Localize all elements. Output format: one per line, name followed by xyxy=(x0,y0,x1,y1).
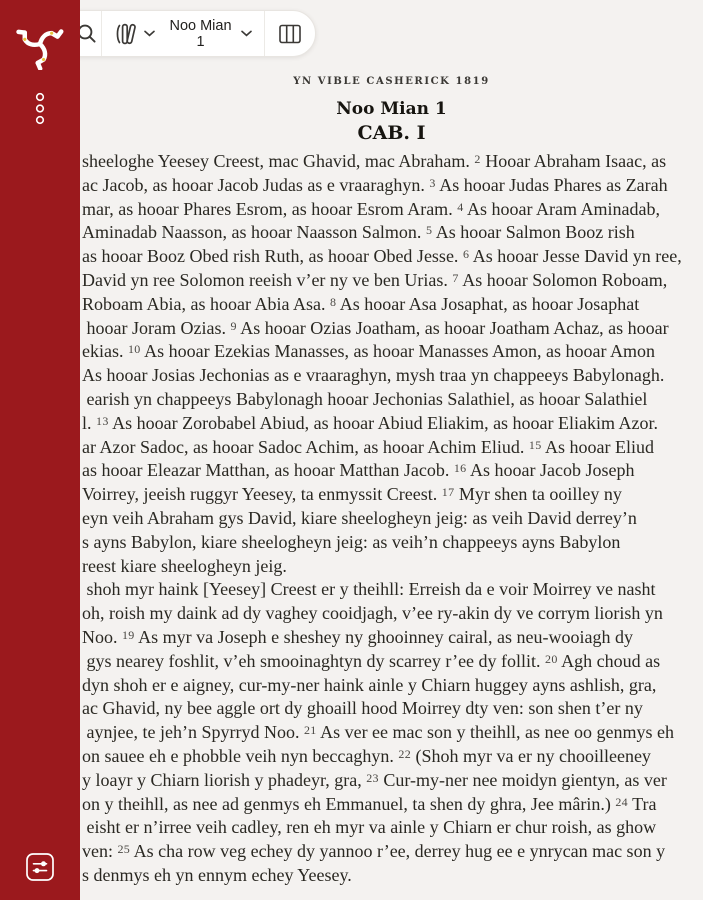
toolbar xyxy=(58,10,316,57)
home-logo-button[interactable] xyxy=(15,18,65,70)
text-line[interactable] xyxy=(82,602,701,626)
text-line[interactable] xyxy=(82,340,701,364)
text-line[interactable] xyxy=(82,721,701,745)
verse-text: l. xyxy=(82,412,97,433)
verse-text: eisht er n’irree veih cadley, ren eh myr va ainle y Chiarn er chur roish, as ghow xyxy=(82,817,657,838)
text-line[interactable] xyxy=(82,388,701,412)
verse-text: shoh myr haink [Yeesey] Creest er y theihll: Erreish da e voir Moirrey ve nasht xyxy=(82,579,656,600)
verse-text: s ayns Babylon, kiare sheelogheyn jeig: as veih’n chappeeys ayns Babylon xyxy=(82,531,621,552)
text-line[interactable] xyxy=(82,769,701,793)
verse-number: 3 xyxy=(429,175,436,190)
verse-number: 6 xyxy=(462,247,470,262)
verse-text: eyn veih Abraham gys David, kiare sheelogheyn jeig: as veih David derrey’n xyxy=(82,507,637,528)
reader-settings-button[interactable] xyxy=(25,852,55,882)
text-line[interactable] xyxy=(82,459,701,483)
verse-text: on sauee eh e phobble veih nyn beccaghyn. xyxy=(82,745,399,766)
verse-number: 2 xyxy=(474,152,481,166)
verse-text: As hooar Aram Aminadab, xyxy=(463,198,660,219)
text-line[interactable] xyxy=(82,150,701,174)
verse-number: 5 xyxy=(425,223,433,238)
verse-text: (Shoh myr va er ny chooilleeney xyxy=(411,745,651,766)
columns-icon xyxy=(278,23,302,45)
version-picker-button[interactable] xyxy=(113,21,155,47)
verse-number: 17 xyxy=(441,485,455,500)
verse-number: 13 xyxy=(96,413,109,428)
verse-number: 19 xyxy=(122,627,135,642)
version-header: YN VIBLE CASHERICK 1819 xyxy=(293,76,490,87)
verse-text: dyn shoh er e aigney, cur-my-ner haink ainle y Chiarn huggey ayns ashlish, gra, xyxy=(82,674,657,695)
text-line[interactable] xyxy=(82,269,701,293)
text-line[interactable] xyxy=(82,531,701,555)
verse-number: 10 xyxy=(127,342,141,357)
verse-text: reest kiare sheelogheyn jeig. xyxy=(82,555,287,576)
verse-text: As hooar Ezekias Manasses, as hooar Manasses Amon, as hooar Amon xyxy=(140,341,655,362)
verse-text: aynjee, te jeh’n Spyrryd Noo. xyxy=(82,722,304,743)
text-line[interactable] xyxy=(82,697,701,721)
verse-text: ven: xyxy=(82,841,118,862)
verse-text: As hooar Eliud xyxy=(541,436,655,457)
verse-number: 20 xyxy=(545,651,558,666)
verse-number: 16 xyxy=(453,461,467,476)
text-line[interactable] xyxy=(82,293,701,317)
text-line[interactable] xyxy=(82,174,701,198)
verse-text: gys nearey foshlit, v’eh smooinaghtyn dy scarrey r’ee dy follit. xyxy=(82,650,546,671)
verse-text: as hooar Eleazar Matthan, as hooar Matthan Jacob. xyxy=(82,460,454,481)
verse-text: oh, roish my daink ad dy vaghey cooidjagh, v’ee ry-akin dy ve corrym liorish yn xyxy=(82,603,663,624)
library-books-icon xyxy=(113,21,139,47)
verse-text: mar, as hooar Phares Esrom, as hooar Esrom Aram. xyxy=(82,198,458,219)
verse-text: sheeloghe Yeesey Creest, mac Ghavid, mac Abraham. xyxy=(82,151,475,171)
verse-text: Agh choud as xyxy=(557,650,661,671)
verse-text: As hooar Jesse David yn ree, xyxy=(469,246,682,267)
verse-text: Myr shen ta ooilley ny xyxy=(454,484,622,505)
verse-text: Hooar Abraham Isaac, as xyxy=(480,151,667,171)
verse-text: As hooar Josias Jechonias as e vraaraghyn, mysh traa yn chappeeys Babylonagh. xyxy=(82,365,665,386)
text-line[interactable] xyxy=(82,626,701,650)
verse-text: As hooar Jacob Joseph xyxy=(466,460,635,481)
more-options-button[interactable] xyxy=(33,92,47,128)
text-line[interactable] xyxy=(82,221,701,245)
text-line[interactable] xyxy=(82,578,701,602)
chevron-down-icon xyxy=(241,30,252,37)
verse-text: earish yn chappeeys Babylonagh hooar Jechonias Salathiel, as hooar Salathiel xyxy=(82,388,648,409)
verse-text: As hooar Zorobabel Abiud, as hooar Abiud Eliakim, as hooar Eliakim Azor. xyxy=(108,412,659,433)
verse-number: 9 xyxy=(230,318,237,333)
verse-text: on y theihll, as nee ad genmys eh Emmanuel, ta shen dy ghra, Jee mârin.) xyxy=(82,793,616,814)
chapter-title: Noo Mian 1 xyxy=(336,99,447,119)
verse-text: ac Ghavid, ny bee aggle ort dy ghoaill hood Moirrey dty ven: son shen t’er ny xyxy=(82,698,643,719)
parallel-view-button[interactable] xyxy=(265,11,315,56)
text-line[interactable] xyxy=(82,245,701,269)
verse-number: 25 xyxy=(117,842,131,857)
verse-text: Tra xyxy=(627,793,657,814)
text-line[interactable] xyxy=(82,364,701,388)
verse-text: hooar Joram Ozias. xyxy=(82,317,231,338)
text-line[interactable] xyxy=(82,674,701,698)
verse-text: y loayr y Chiarn liorish y phadeyr, gra, xyxy=(82,769,367,790)
verse-number: 23 xyxy=(366,770,379,785)
verse-text: Voirrey, jeeish ruggyr Yeesey, ta enmyssit Creest. xyxy=(82,484,442,505)
chevron-down-icon xyxy=(144,30,155,37)
verse-text: s denmys eh yn ennym echey Yeesey. xyxy=(82,864,352,885)
text-line[interactable] xyxy=(82,816,701,840)
text-line[interactable] xyxy=(82,840,701,864)
verse-number: 21 xyxy=(303,723,317,738)
verse-text: As hooar Ozias Joatham, as hooar Joatham Achaz, as hooar xyxy=(236,317,669,338)
verse-text: As hooar Asa Josaphat, as hooar Josaphat xyxy=(336,293,640,314)
verse-lines xyxy=(82,150,701,895)
text-line[interactable] xyxy=(82,412,701,436)
triskelion-icon xyxy=(15,18,65,70)
verse-number: 7 xyxy=(452,270,459,285)
verse-number: 4 xyxy=(457,199,464,214)
text-line[interactable] xyxy=(82,507,701,531)
verse-text: Cur-my-ner nee moidyn gientyn, as ver xyxy=(378,769,667,790)
text-line[interactable] xyxy=(82,864,701,888)
text-line[interactable] xyxy=(82,745,701,769)
verse-text: Aminadab Naasson, as hooar Naasson Salmon. xyxy=(82,222,426,243)
verse-number: 15 xyxy=(528,437,542,452)
verse-text: As hooar Judas Phares as Zarah xyxy=(435,174,668,195)
verse-number: 24 xyxy=(615,794,628,809)
kebab-dots-icon xyxy=(33,92,47,128)
verse-text: As cha row veg echey dy yannoo r’ee, derrey hug ee e ynrycan mac son y xyxy=(130,841,666,862)
verse-text: as hooar Booz Obed rish Ruth, as hooar Obed Jesse. xyxy=(82,246,463,267)
verse-text: ac Jacob, as hooar Jacob Judas as e vraaraghyn. xyxy=(82,174,430,195)
verse-text: ar Azor Sadoc, as hooar Sadoc Achim, as hooar Achim Eliud. xyxy=(82,436,529,457)
verse-text: As myr va Joseph e sheshey ny ghooinney cairal, as neu-wooiagh dy xyxy=(134,626,634,647)
text-line[interactable] xyxy=(82,436,701,460)
sidebar xyxy=(0,0,80,900)
verse-text: Noo. xyxy=(82,626,122,647)
verse-text: As ver ee mac son y theihll, as nee oo genmys eh xyxy=(316,722,674,743)
book-chapter-picker-button[interactable] xyxy=(165,18,252,50)
text-line[interactable] xyxy=(82,650,701,674)
text-line[interactable] xyxy=(82,483,701,507)
sliders-icon xyxy=(25,852,55,882)
verse-text: As hooar Salmon Booz rish xyxy=(432,222,635,243)
book-chapter-label: Noo Mian 1 xyxy=(169,17,232,50)
text-line[interactable] xyxy=(82,555,701,579)
text-line[interactable] xyxy=(82,793,701,817)
chapter-heading: CAB. I xyxy=(357,122,426,144)
toolbar-middle-segment xyxy=(102,11,265,56)
text-line[interactable] xyxy=(82,198,701,222)
verse-text: David yn ree Solomon reeish v’er ny ve ben Urias. xyxy=(82,269,453,290)
verse-text: ekias. xyxy=(82,341,128,362)
verse-text: Roboam Abia, as hooar Abia Asa. xyxy=(82,293,330,314)
text-line[interactable] xyxy=(82,317,701,341)
verse-text: As hooar Solomon Roboam, xyxy=(458,269,668,290)
verse-number: 8 xyxy=(329,294,337,309)
verse-number: 22 xyxy=(398,746,411,761)
